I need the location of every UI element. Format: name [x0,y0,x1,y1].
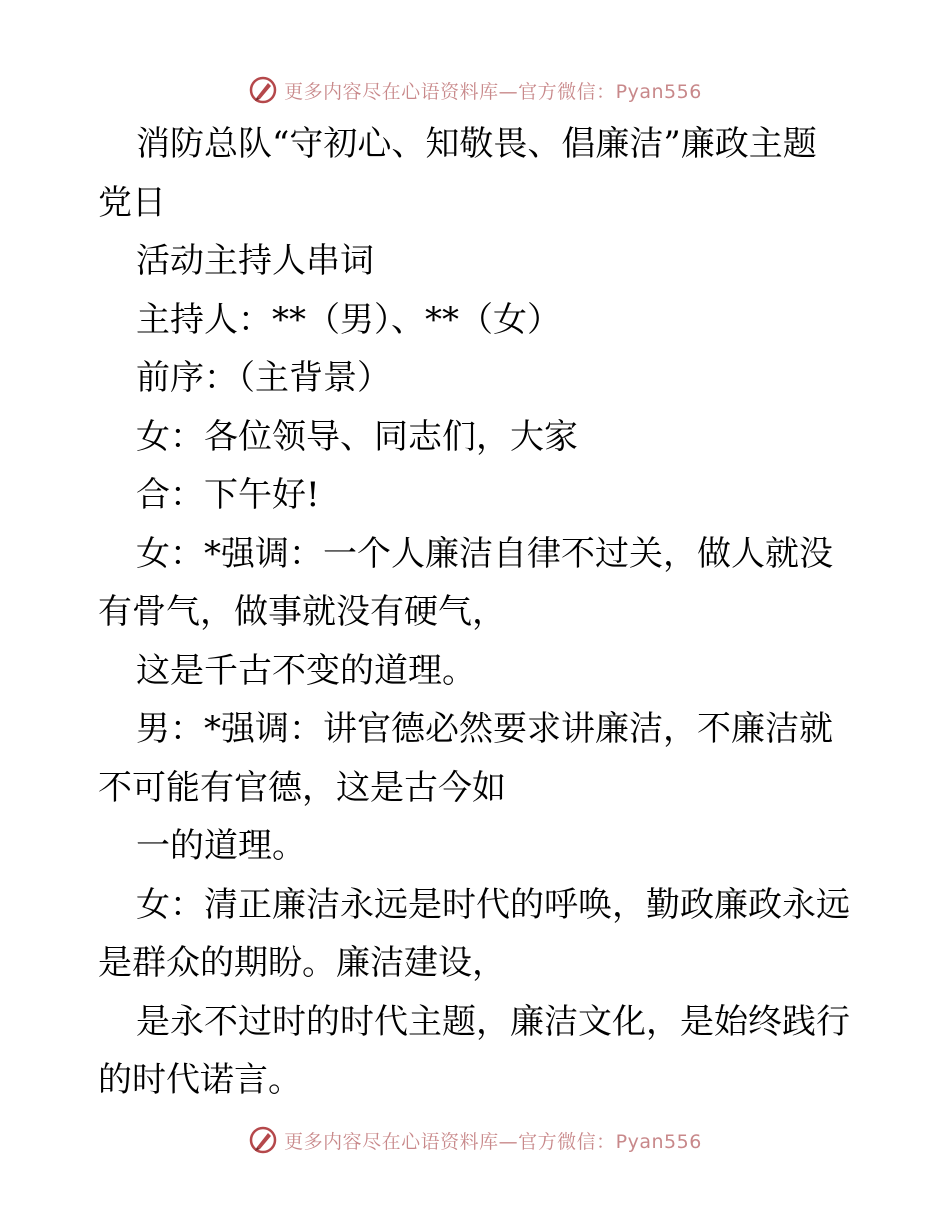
text-line: 活动主持人串词 [136,241,374,281]
text-line: 党日 [98,182,166,223]
text-line: 女：各位领导、同志们，大家 [136,416,578,457]
text-line: 的时代诺言。 [98,1060,302,1100]
text-line: 这是千古不变的道理。 [136,650,476,691]
text-line: 男：*强调：讲官德必然要求讲廉洁，不廉洁就 [136,709,833,749]
text-line: 主持人：**（男）、**（女） [136,299,561,340]
text-line: 不可能有官德，这是古今如 [98,767,506,808]
text-line: 有骨气，做事就没有硬气， [98,592,506,632]
header-watermark [0,70,950,110]
text-line: 消防总队“守初心、知敬畏、倡廉洁”廉政主题 [136,124,817,164]
text-line: 一的道理。 [136,826,306,866]
pen-logo-icon [248,75,278,105]
text-line: 是群众的期盼。廉洁建设， [98,943,506,983]
pen-logo-icon [248,1125,278,1155]
text-line: 女：*强调：一个人廉洁自律不过关，做人就没 [136,533,833,574]
text-line: 女：清正廉洁永远是时代的呼唤，勤政廉政永远 [136,884,850,925]
watermark-text: 更多内容尽在心语资料库—官方微信：Pyan556 [284,1130,702,1153]
document-body [98,115,858,1110]
text-line: 合：下午好! [136,475,320,515]
footer-watermark [0,1120,950,1160]
text-line: 是永不过时的时代主题，廉洁文化，是始终践行 [136,1001,850,1042]
watermark-text: 更多内容尽在心语资料库—官方微信：Pyan556 [284,80,702,103]
text-line: 前序：（主背景） [136,358,391,398]
